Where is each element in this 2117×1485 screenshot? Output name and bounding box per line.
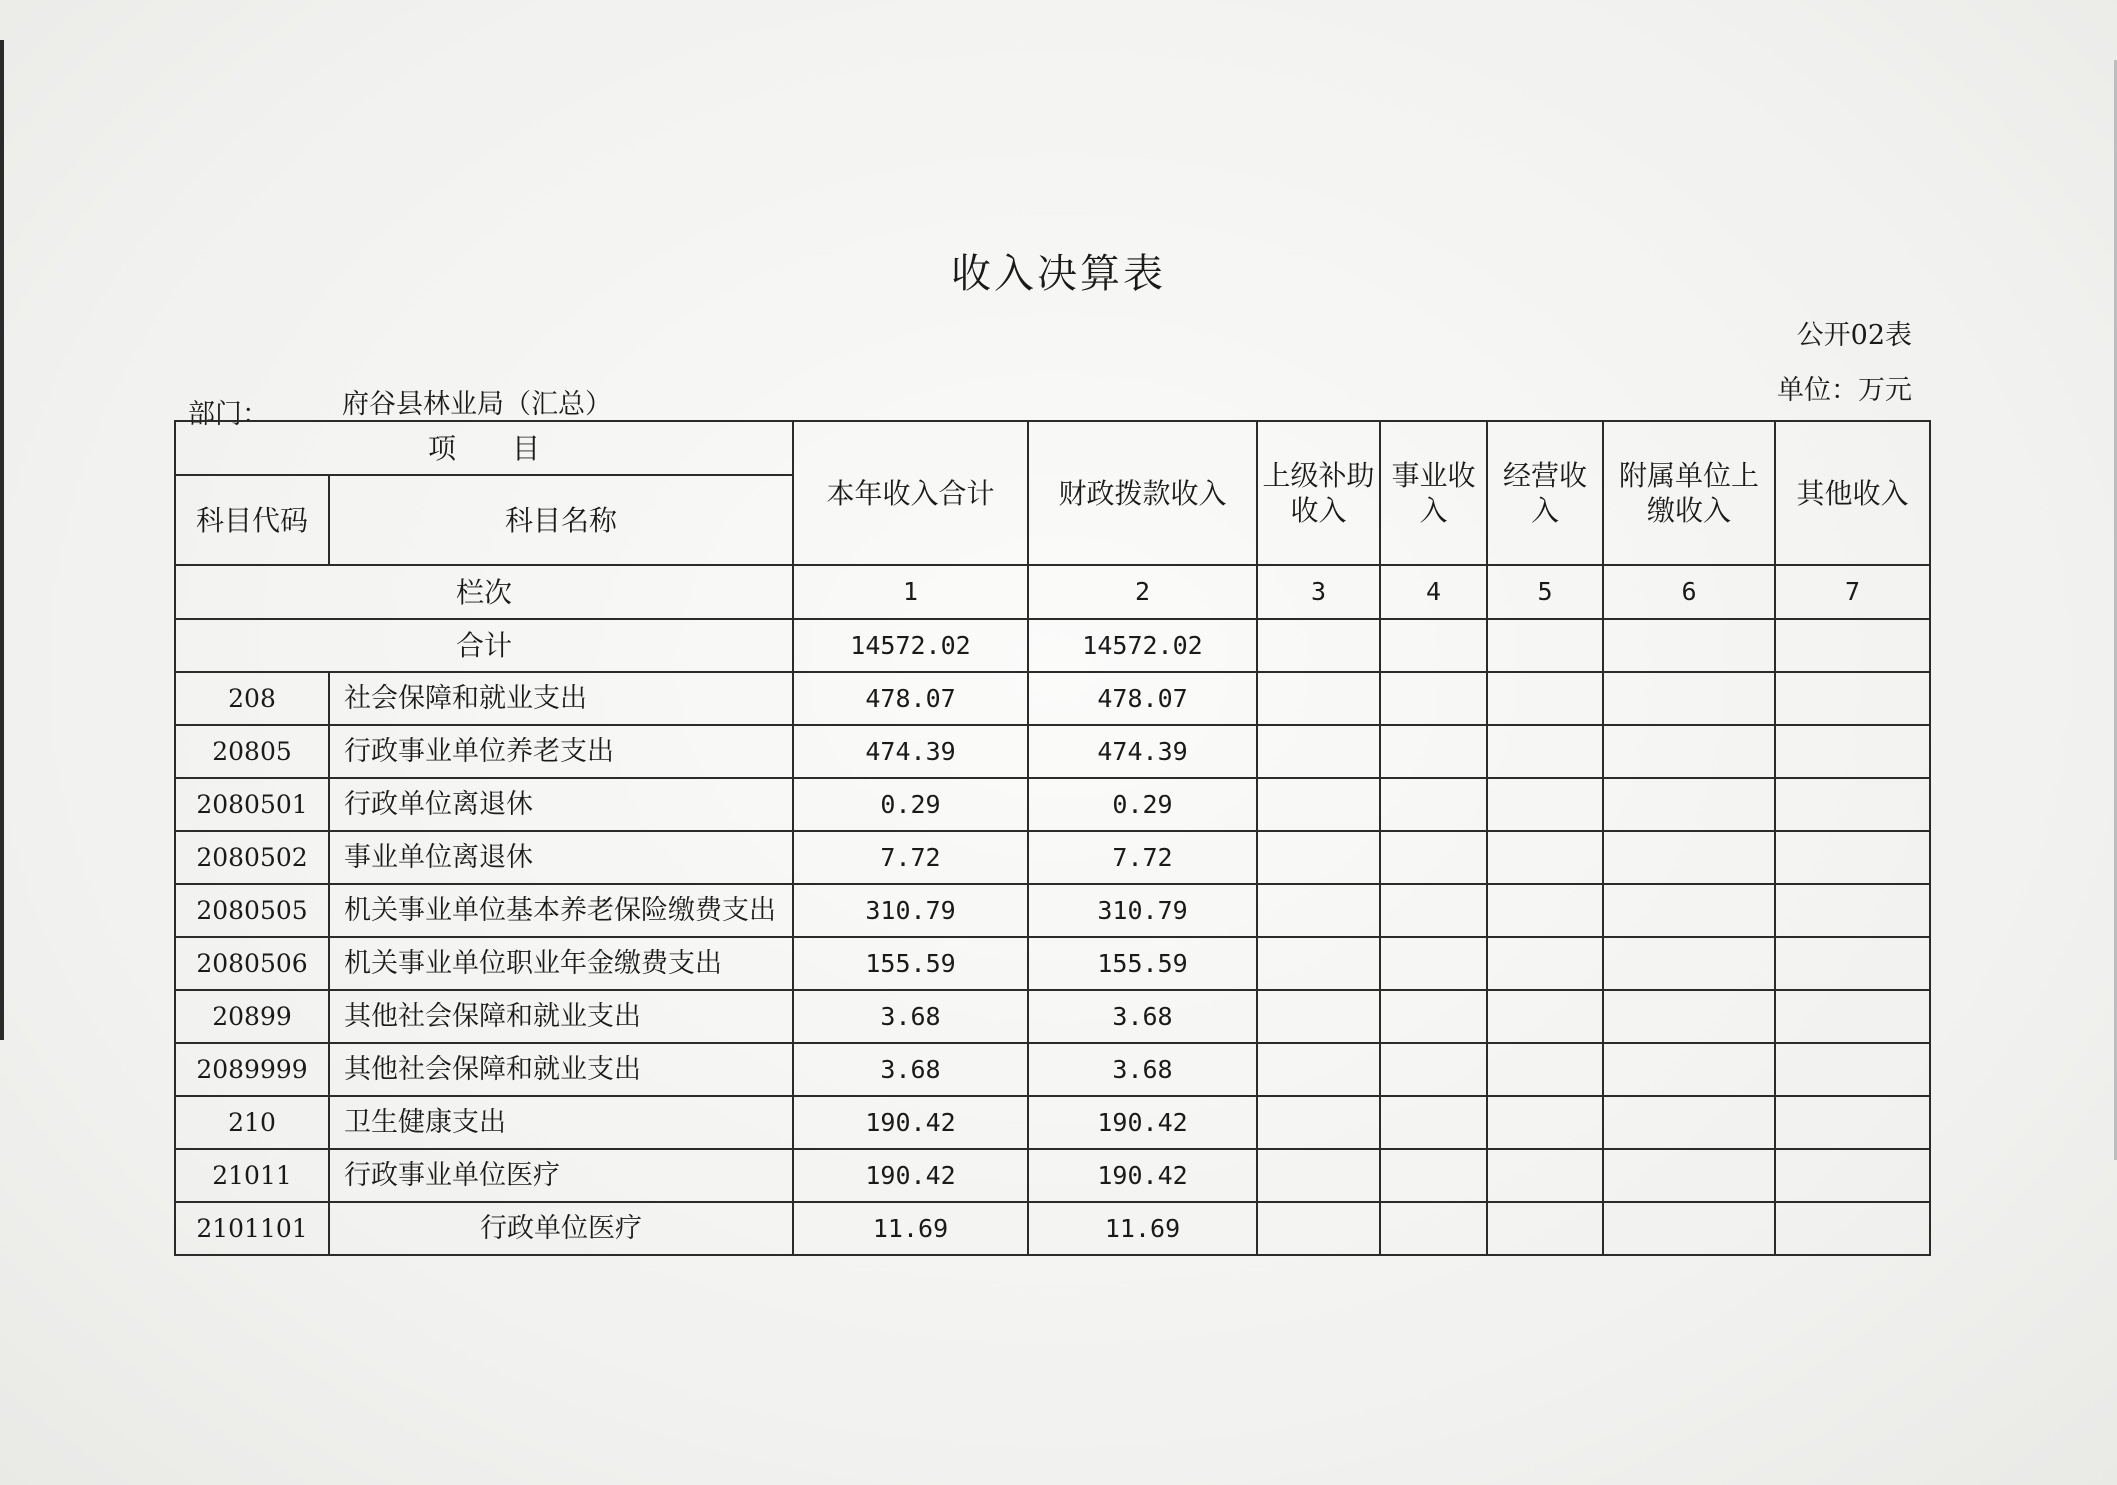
empty-cell (1603, 1202, 1775, 1255)
empty-cell (1487, 1149, 1603, 1202)
header-item: 项 目 (175, 421, 793, 475)
empty-cell (1603, 1043, 1775, 1096)
empty-cell (1603, 884, 1775, 937)
header-operating: 经营收入 (1487, 421, 1603, 565)
empty-cell (1603, 937, 1775, 990)
empty-cell (1487, 619, 1603, 672)
column-index: 5 (1487, 565, 1603, 619)
total-income-cell: 14572.02 (793, 619, 1028, 672)
subject-code-cell: 2080505 (175, 884, 329, 937)
income-total-cell: 3.68 (793, 990, 1028, 1043)
subject-name-cell: 机关事业单位职业年金缴费支出 (329, 937, 793, 990)
empty-cell (1775, 1149, 1930, 1202)
empty-cell (1775, 1043, 1930, 1096)
subject-name-cell: 卫生健康支出 (329, 1096, 793, 1149)
empty-cell (1257, 1202, 1380, 1255)
income-total-cell: 3.68 (793, 1043, 1028, 1096)
empty-cell (1380, 1096, 1487, 1149)
empty-cell (1603, 725, 1775, 778)
income-total-cell: 310.79 (793, 884, 1028, 937)
table-row (175, 831, 1930, 884)
empty-cell (1487, 884, 1603, 937)
empty-cell (1775, 725, 1930, 778)
header-affiliated: 附属单位上缴收入 (1603, 421, 1775, 565)
empty-cell (1775, 937, 1930, 990)
form-number: 公开02表 (1796, 320, 1912, 351)
subject-code-cell: 2080502 (175, 831, 329, 884)
income-total-cell: 155.59 (793, 937, 1028, 990)
empty-cell (1603, 831, 1775, 884)
subject-name-cell: 社会保障和就业支出 (329, 672, 793, 725)
income-total-cell: 478.07 (793, 672, 1028, 725)
empty-cell (1257, 672, 1380, 725)
subject-code-cell: 20899 (175, 990, 329, 1043)
subject-code-cell: 2080501 (175, 778, 329, 831)
empty-cell (1603, 672, 1775, 725)
header-code: 科目代码 (175, 475, 329, 565)
table-row (175, 1096, 1930, 1149)
table-row (175, 937, 1930, 990)
empty-cell (1603, 1096, 1775, 1149)
fiscal-income-cell: 3.68 (1028, 1043, 1257, 1096)
empty-cell (1487, 831, 1603, 884)
column-index: 6 (1603, 565, 1775, 619)
empty-cell (1487, 672, 1603, 725)
empty-cell (1380, 619, 1487, 672)
empty-cell (1487, 990, 1603, 1043)
empty-cell (1380, 725, 1487, 778)
subject-code-cell: 21011 (175, 1149, 329, 1202)
page-title: 收入决算表 (951, 251, 1166, 297)
subject-name-cell: 其他社会保障和就业支出 (329, 1043, 793, 1096)
subject-name-cell: 其他社会保障和就业支出 (329, 990, 793, 1043)
table-row (175, 1202, 1930, 1255)
fiscal-income-cell: 11.69 (1028, 1202, 1257, 1255)
subject-code-cell: 210 (175, 1096, 329, 1149)
table-row (175, 725, 1930, 778)
empty-cell (1380, 1202, 1487, 1255)
scan-edge-left (0, 40, 4, 1040)
empty-cell (1257, 1149, 1380, 1202)
column-index-row (175, 565, 1930, 619)
subject-code-cell: 2101101 (175, 1202, 329, 1255)
subject-name-cell: 行政事业单位养老支出 (329, 725, 793, 778)
unit-label: 单位：万元 (1777, 375, 1912, 406)
column-index: 4 (1380, 565, 1487, 619)
column-index: 3 (1257, 565, 1380, 619)
empty-cell (1257, 725, 1380, 778)
subject-name-cell: 机关事业单位基本养老保险缴费支出 (329, 884, 793, 937)
empty-cell (1380, 937, 1487, 990)
subject-code-cell: 208 (175, 672, 329, 725)
empty-cell (1380, 1043, 1487, 1096)
empty-cell (1257, 1043, 1380, 1096)
subject-code-cell: 20805 (175, 725, 329, 778)
table-row (175, 1149, 1930, 1202)
empty-cell (1775, 990, 1930, 1043)
header-total: 本年收入合计 (793, 421, 1028, 565)
total-label: 合计 (175, 619, 793, 672)
income-total-cell: 7.72 (793, 831, 1028, 884)
empty-cell (1775, 1202, 1930, 1255)
empty-cell (1775, 1096, 1930, 1149)
empty-cell (1380, 884, 1487, 937)
empty-cell (1775, 884, 1930, 937)
header-business: 事业收入 (1380, 421, 1487, 565)
income-total-cell: 474.39 (793, 725, 1028, 778)
header-other: 其他收入 (1775, 421, 1930, 565)
column-index: 7 (1775, 565, 1930, 619)
subject-code-cell: 2080506 (175, 937, 329, 990)
empty-cell (1257, 831, 1380, 884)
table-row (175, 990, 1930, 1043)
empty-cell (1257, 937, 1380, 990)
header-fiscal: 财政拨款收入 (1028, 421, 1257, 565)
column-index: 1 (793, 565, 1028, 619)
empty-cell (1487, 725, 1603, 778)
income-total-cell: 190.42 (793, 1096, 1028, 1149)
empty-cell (1603, 619, 1775, 672)
empty-cell (1775, 672, 1930, 725)
empty-cell (1775, 778, 1930, 831)
subject-code-cell: 2089999 (175, 1043, 329, 1096)
empty-cell (1257, 778, 1380, 831)
department-label: 部门： (188, 399, 269, 430)
empty-cell (1487, 1043, 1603, 1096)
total-fiscal-cell: 14572.02 (1028, 619, 1257, 672)
subject-name-cell: 行政单位医疗 (329, 1202, 793, 1255)
empty-cell (1380, 672, 1487, 725)
empty-cell (1257, 990, 1380, 1043)
empty-cell (1487, 937, 1603, 990)
table-row (175, 884, 1930, 937)
subject-name-cell: 事业单位离退休 (329, 831, 793, 884)
empty-cell (1775, 831, 1930, 884)
fiscal-income-cell: 474.39 (1028, 725, 1257, 778)
fiscal-income-cell: 190.42 (1028, 1096, 1257, 1149)
column-index: 2 (1028, 565, 1257, 619)
subject-name-cell: 行政事业单位医疗 (329, 1149, 793, 1202)
empty-cell (1380, 778, 1487, 831)
empty-cell (1487, 778, 1603, 831)
fiscal-income-cell: 310.79 (1028, 884, 1257, 937)
empty-cell (1380, 990, 1487, 1043)
income-total-cell: 0.29 (793, 778, 1028, 831)
empty-cell (1380, 1149, 1487, 1202)
empty-cell (1257, 884, 1380, 937)
fiscal-income-cell: 190.42 (1028, 1149, 1257, 1202)
fiscal-income-cell: 155.59 (1028, 937, 1257, 990)
empty-cell (1487, 1202, 1603, 1255)
empty-cell (1775, 619, 1930, 672)
column-index-label: 栏次 (175, 565, 793, 619)
empty-cell (1380, 831, 1487, 884)
empty-cell (1603, 1149, 1775, 1202)
income-total-cell: 190.42 (793, 1149, 1028, 1202)
income-total-cell: 11.69 (793, 1202, 1028, 1255)
table-row (175, 778, 1930, 831)
header-name: 科目名称 (329, 475, 793, 565)
department-value: 府谷县林业局（汇总） (342, 389, 612, 420)
table-row (175, 672, 1930, 725)
fiscal-income-cell: 0.29 (1028, 778, 1257, 831)
header-row-1 (175, 421, 1930, 475)
empty-cell (1257, 619, 1380, 672)
fiscal-income-cell: 7.72 (1028, 831, 1257, 884)
table-row (175, 1043, 1930, 1096)
total-row (175, 619, 1930, 672)
income-report-table (174, 420, 1931, 1256)
empty-cell (1257, 1096, 1380, 1149)
empty-cell (1603, 778, 1775, 831)
empty-cell (1487, 1096, 1603, 1149)
fiscal-income-cell: 478.07 (1028, 672, 1257, 725)
empty-cell (1603, 990, 1775, 1043)
header-upper: 上级补助收入 (1257, 421, 1380, 565)
subject-name-cell: 行政单位离退休 (329, 778, 793, 831)
fiscal-income-cell: 3.68 (1028, 990, 1257, 1043)
